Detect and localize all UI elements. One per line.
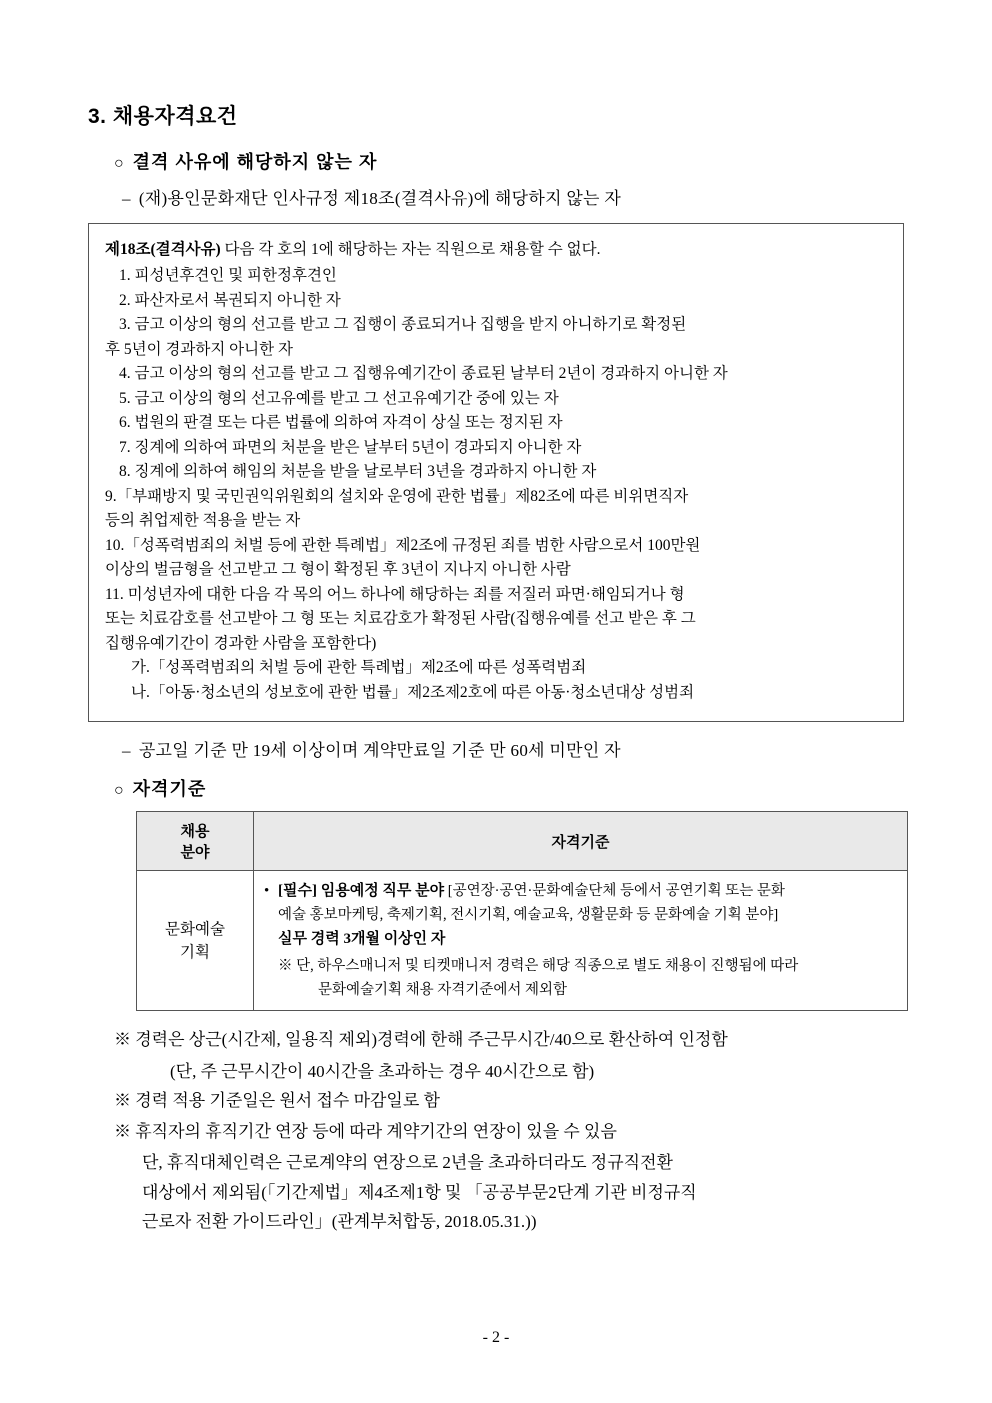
note-mark-icon: ※ (114, 1090, 131, 1110)
subsection-heading-disqualification (114, 148, 904, 174)
article18-heading-bold: 제18조(결격사유) (105, 241, 221, 258)
dash-item-regulation (122, 184, 904, 209)
note-continuation: 근로자 전환 가이드라인」(관계부처합동, 2018.05.31.)) (142, 1211, 537, 1231)
dash-item-text: (재)용인문화재단 인사규정 제18조(결격사유)에 해당하지 않는 자 (138, 189, 622, 208)
requirement-note: ※ 단, 하우스매니저 및 티켓매니저 경력은 해당 직종으로 별도 채용이 진행됨에 따라 (278, 958, 799, 975)
note-continuation: (단, 주 근무시간이 40시간을 초과하는 경우 40시간으로 함) (170, 1061, 595, 1081)
subsection-heading-text: 자격기준 (132, 779, 207, 800)
requirement-detail-cont: 예술 홍보마케팅, 축제기획, 전시기획, 예술교육, 생활문화 등 문화예술 기획 분야] (278, 906, 779, 923)
note-item (114, 1117, 904, 1146)
article18-item: 1. 피성년후견인 및 피한정후견인 (119, 267, 337, 285)
dash-bullet-icon: – (122, 741, 131, 761)
page-number: - 2 - (482, 1329, 510, 1346)
article18-item: 7. 징계에 의하여 파면의 처분을 받은 날부터 5년이 경과되지 아니한 자 (119, 438, 582, 456)
notes-list (114, 1025, 904, 1236)
note-item (114, 1025, 904, 1054)
article18-item-cont: 또는 치료감호를 선고받아 그 형 또는 치료감호가 확정된 사람(집행유예를 선고 받은 후 그 (105, 610, 696, 628)
table-header-row (137, 812, 908, 871)
article18-heading (105, 238, 887, 262)
note-item (114, 1086, 904, 1115)
requirement-detail: [공연장·공연·문화예술단체 등에서 공연기획 또는 문화 (444, 883, 785, 900)
note-continuation: 대상에서 제외됨(「기간제법」제4조제1항 및 「공공부문2단계 기관 비정규직 (142, 1182, 697, 1202)
cell-field (137, 871, 254, 1011)
article18-item: 9.「부패방지 및 국민권익위원회의 설치와 운영에 관한 법률」제82조에 따른 비위면직자 (105, 487, 689, 505)
note-mark-icon: ※ (114, 1030, 131, 1050)
article18-item: 4. 금고 이상의 형의 선고를 받고 그 집행유예기간이 종료된 날부터 2년이 경과하지 아니한 자 (119, 365, 728, 383)
page-title: 3. 채용자격요건 (88, 105, 238, 128)
article18-item-cont: 집행유예기간이 경과한 사람을 포함한다) (105, 634, 377, 652)
requirement-experience: 실무 경력 3개월 이상인 자 (278, 931, 446, 948)
article18-subitem: 가.「성폭력범죄의 처벌 등에 관한 특례법」제2조에 따른 성폭력범죄 (131, 659, 587, 677)
article18-item: 2. 파산자로서 복권되지 아니한 자 (119, 291, 341, 309)
article18-heading-rest: 다음 각 호의 1에 해당하는 자는 직원으로 채용할 수 없다. (220, 241, 601, 258)
requirement-label: [필수] 임용예정 직무 분야 (278, 883, 445, 900)
article18-item: 3. 금고 이상의 형의 선고를 받고 그 집행이 종료되거나 집행을 받지 아니하기로 확정된 (119, 316, 687, 334)
circle-bullet-icon: ○ (114, 155, 125, 172)
article18-subitem: 나.「아동·청소년의 성보호에 관한 법률」제2조제2호에 따른 아동·청소년대상 성범죄 (131, 683, 695, 701)
requirement-note-cont: 문화예술기획 채용 자격기준에서 제외함 (318, 981, 567, 998)
column-header-field-line2: 분야 (180, 844, 210, 862)
article18-box (88, 223, 904, 722)
note-text: 휴직자의 휴직기간 연장 등에 따라 계약기간의 연장이 있을 수 있음 (135, 1122, 617, 1142)
note-continuation: 단, 휴직대체인력은 근로계약의 연장으로 2년을 초과하더라도 정규직전환 (142, 1153, 673, 1173)
note-mark-icon: ※ (114, 1122, 131, 1142)
column-header-field (137, 812, 254, 871)
table-row (137, 871, 908, 1011)
article18-item: 6. 법원의 판결 또는 다른 법률에 의하여 자격이 상실 또는 정지된 자 (119, 414, 563, 432)
column-header-standard: 자격기준 (254, 812, 908, 871)
column-header-field-line1: 채용 (180, 823, 210, 841)
article18-item: 11. 미성년자에 대한 다음 각 목의 어느 하나에 해당하는 죄를 저질러 파면·해임되거나 형 (105, 585, 685, 603)
dash-bullet-icon: – (122, 189, 131, 208)
subsection-heading-qualification (114, 775, 904, 801)
dash-item-age-text: 공고일 기준 만 19세 이상이며 계약만료일 기준 만 60세 미만인 자 (138, 741, 621, 761)
article18-item: 10.「성폭력범죄의 처벌 등에 관한 특례법」제2조에 규정된 죄를 범한 사람으로서 100만원 (105, 536, 701, 554)
note-text: 경력은 상근(시간제, 일용직 제외)경력에 한해 주근무시간/40으로 환산하여 인정함 (135, 1030, 728, 1050)
cell-field-line1: 문화예술 (165, 920, 225, 938)
article18-item: 5. 금고 이상의 형의 선고유예를 받고 그 선고유예기간 중에 있는 자 (119, 389, 559, 407)
cell-standard (254, 871, 908, 1011)
note-text: 경력 적용 기준일은 원서 접수 마감일로 함 (135, 1090, 440, 1110)
subsection-heading-text: 결격 사유에 해당하지 않는 자 (132, 152, 378, 172)
article18-item-cont: 등의 취업제한 적용을 받는 자 (105, 512, 301, 530)
cell-field-line2: 기획 (180, 943, 210, 961)
article18-item-cont: 이상의 벌금형을 선고받고 그 형이 확정된 후 3년이 지나지 아니한 사람 (105, 561, 571, 579)
article18-item: 8. 징계에 의하여 해임의 처분을 받을 날로부터 3년을 경과하지 아니한 자 (119, 463, 597, 481)
dash-item-age (122, 736, 904, 761)
circle-bullet-icon: ○ (114, 782, 125, 800)
requirement-item (264, 879, 897, 1002)
qualification-table (136, 811, 908, 1011)
article18-item-cont: 후 5년이 경과하지 아니한 자 (105, 340, 293, 358)
